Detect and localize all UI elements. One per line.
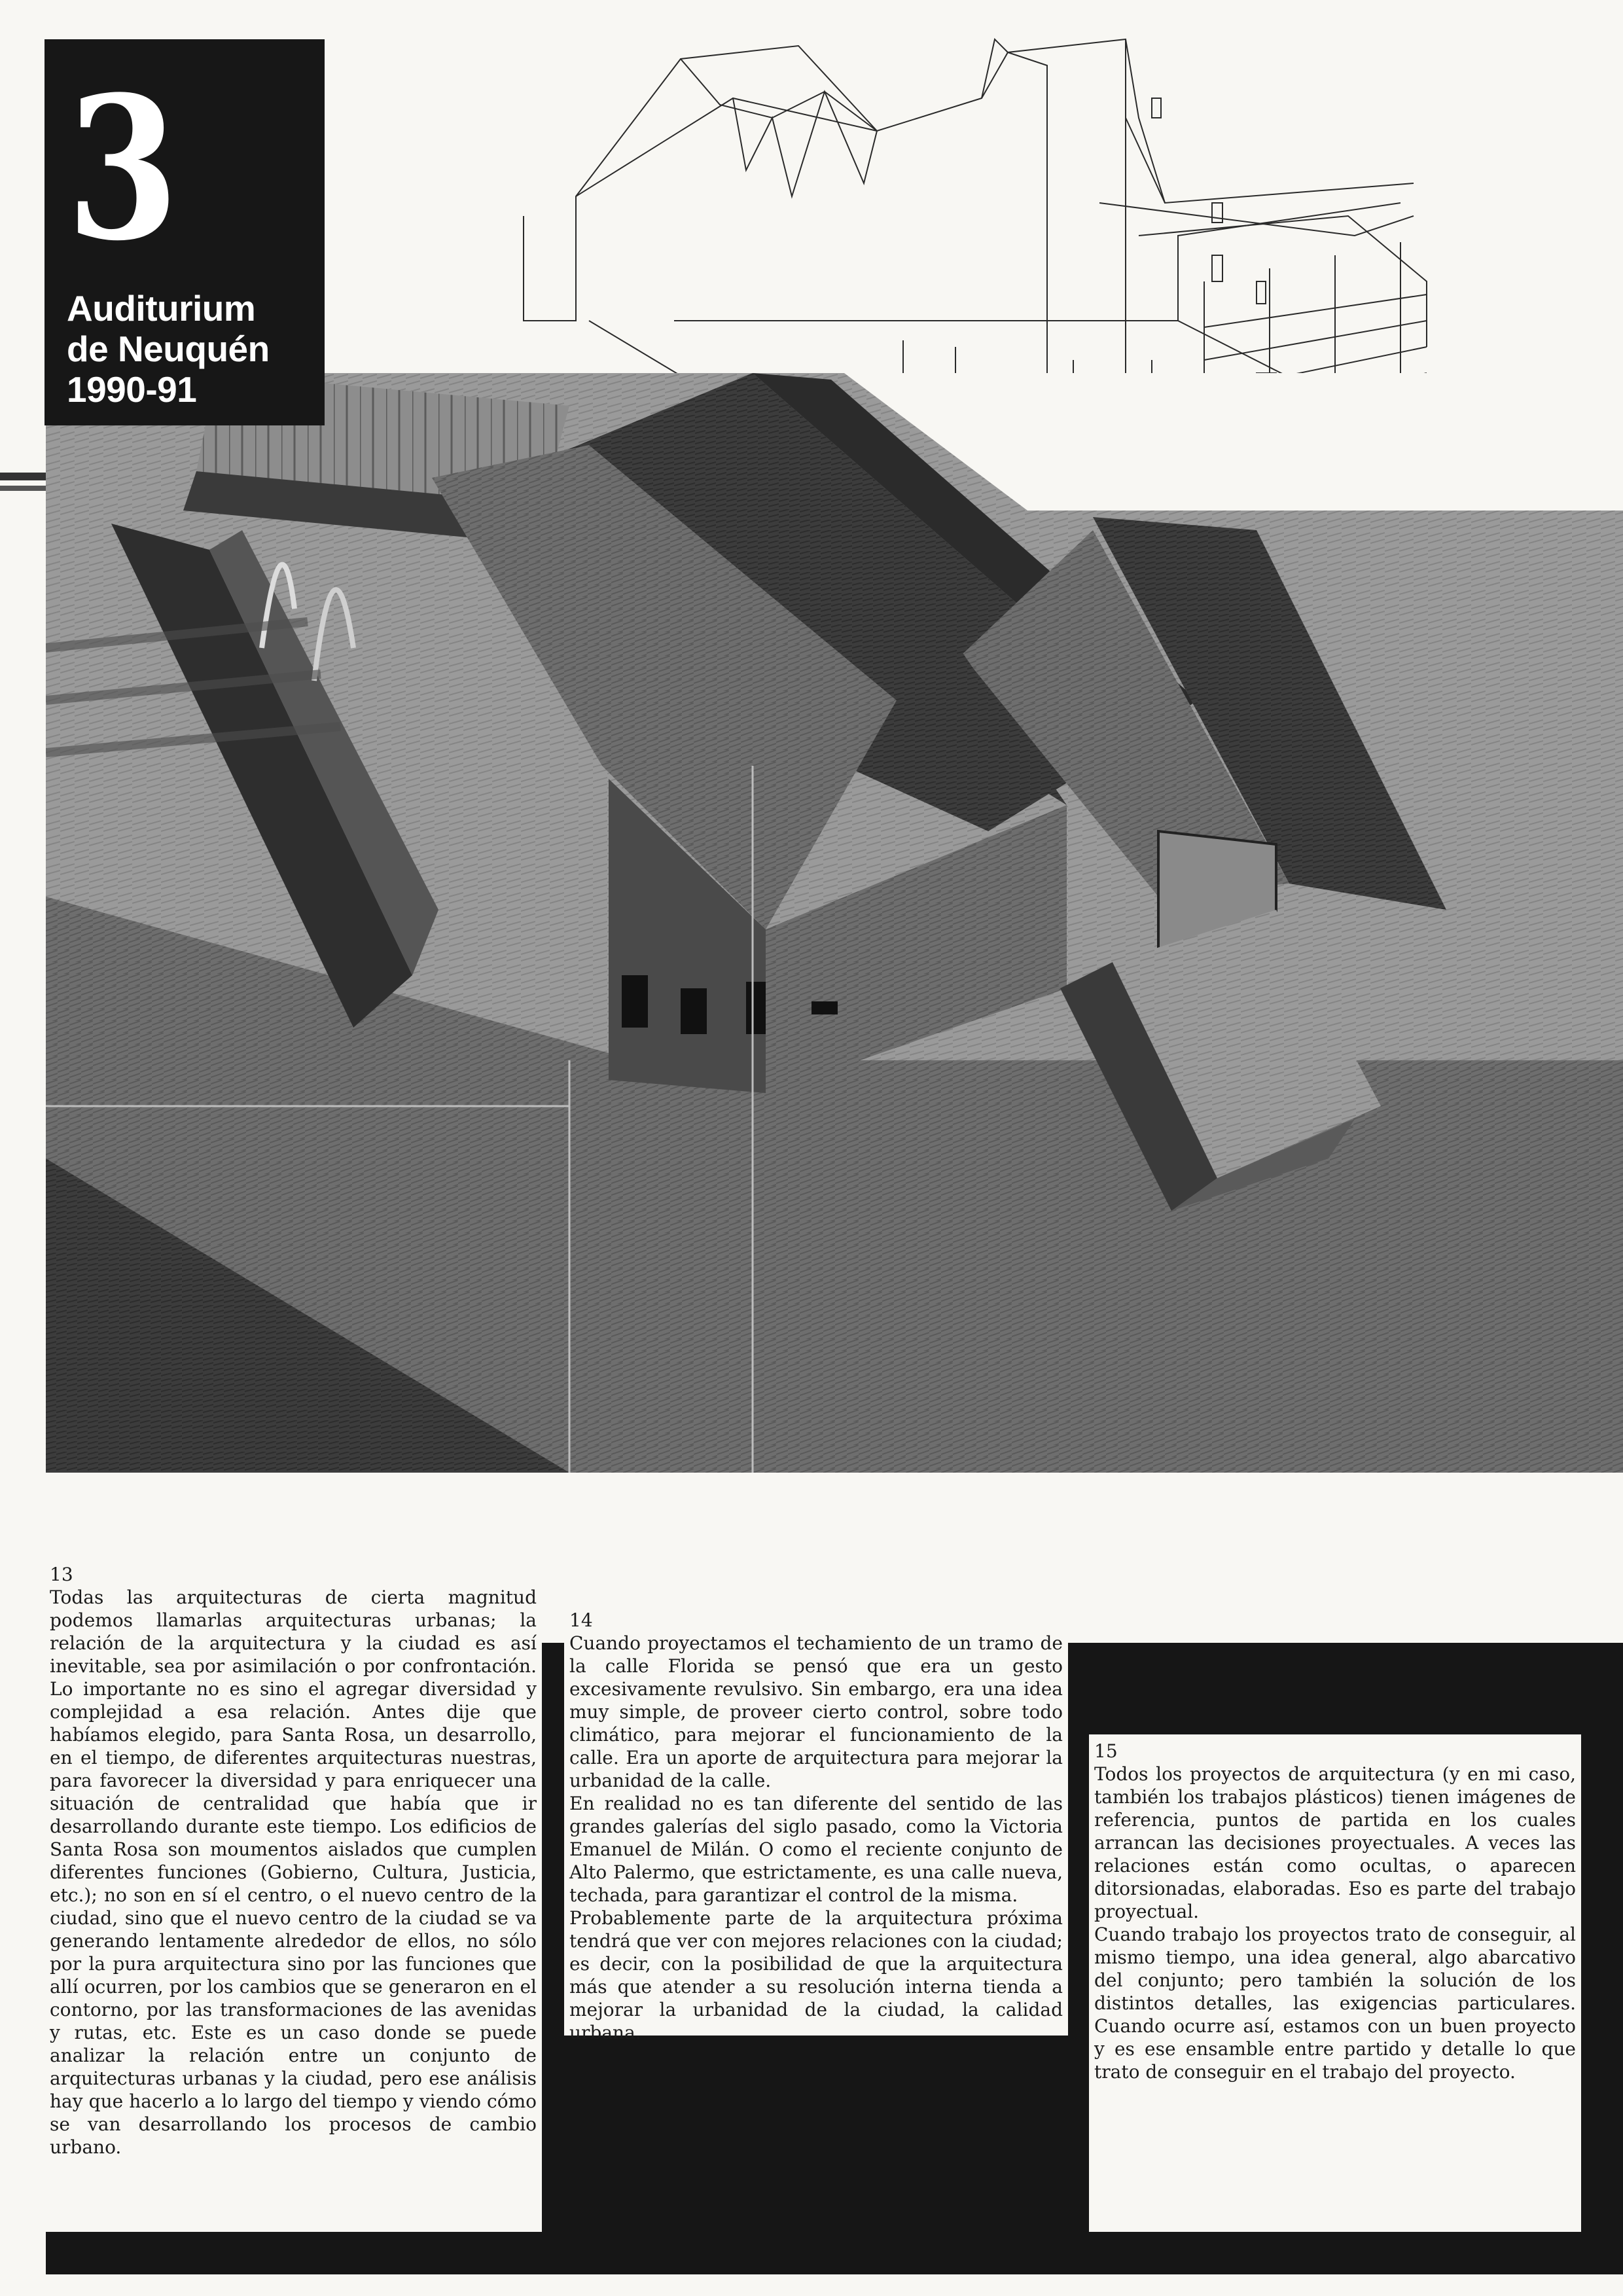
text-block-14 [564, 1604, 1068, 2043]
note-number: 13 [50, 1564, 73, 1585]
paragraph: Todas las arquitecturas de cierta magnitud podemos llamarlas arquitecturas urbanas; la relación de la arquitectura y la ciudad es así inevitable, sea por asimilación o por confrontación. Lo importante no es sino el agregar diversidad y complejidad a esa relación. Antes dije que habíamos elegido, para Santa Rosa, un desarrollo, en el tiempo, de diferentes arquitecturas nuestras, para favorecer la diversidad y para enriquecer una situación de centralidad que había que ir desarrollando durante este tiempo. Los edificios de Santa Rosa son moumentos aislados que cumplen diferentes funciones (Gobierno, Cultura, Justicia, etc.); no son en sí el centro, o el nuevo centro de la ciudad, sino que el nuevo centro de la ciudad se va generando lentamente alrededor de ellos, no sólo por la pura arquitectura sino por las funciones que allí ocurren, por los cambios que se generaron en el contorno, por las transformaciones de las avenidas y rutas, etc. Este es un caso donde se puede analizar la relación entre un conjunto de arquitecturas urbanas y la ciudad, pero ese análisis hay que hacerlo a lo largo del tiempo y viendo cómo se van desarrollando los procesos de cambio urbano. [50, 1587, 537, 2158]
title-line-3: 1990-91 [67, 369, 197, 410]
section-number: 3 [67, 53, 176, 284]
text-block-13 [45, 1558, 542, 2232]
section-title-block [45, 39, 325, 425]
margin-mark [0, 466, 47, 505]
paragraph: En realidad no es tan diferente del sentido de las grandes galerías del siglo pasado, como la Victoria Emanuel de Milán. O como el reciente conjunto de Alto Palermo, que estrictamente, es una calle nueva, techada, para garantizar el control de la misma. [569, 1793, 1063, 1906]
title-line-2: de Neuquén [67, 329, 270, 369]
section-title [67, 288, 325, 410]
title-line-1: Auditurium [67, 288, 256, 329]
paragraph: Todos los proyectos de arquitectura (y en mi caso, también los trabajos plásticos) tienen imágenes de referencia, puntos de partida en los cuales arrancan las decisiones proyectuales. A veces las relaciones están como ocultas, o aparecen ditorsionadas, elaboradas. Eso es parte del trabajo proyectual. [1094, 1763, 1576, 1922]
paragraph: Cuando trabajo los proyectos trato de conseguir, al mismo tiempo, una idea general, algo abarcativo del conjunto; pero también la solución de los distintos detalles, las exigencias particulares. Cuando ocurre así, estamos con un buen proyecto y es ese ensamble entre partido y detalle lo que trato de conseguir en el trabajo del proyecto. [1094, 1924, 1576, 2083]
paragraph: Probablemente parte de la arquitectura próxima tendrá que ver con mejores relaciones con la ciudad; es decir, con la posibilidad de que la arquitectura más que atender a su resolución interna tienda a mejorar la urbanidad de la ciudad, la calidad urbana. [569, 1907, 1063, 2043]
paragraph: Cuando proyectamos el techamiento de un tramo de la calle Florida se pensó que era un gesto excesivamente revulsivo. Sin embargo, era una idea muy simple, de proveer cierto control, sobre todo climático, para mejorar el funcionamiento de la calle. Era un aporte de arquitectura para mejorar la urbanidad de la calle. [569, 1632, 1063, 1791]
note-number: 15 [1094, 1740, 1118, 1762]
text-block-15 [1089, 1734, 1581, 2232]
model-photograph [46, 373, 1623, 1473]
note-number: 14 [569, 1609, 593, 1631]
